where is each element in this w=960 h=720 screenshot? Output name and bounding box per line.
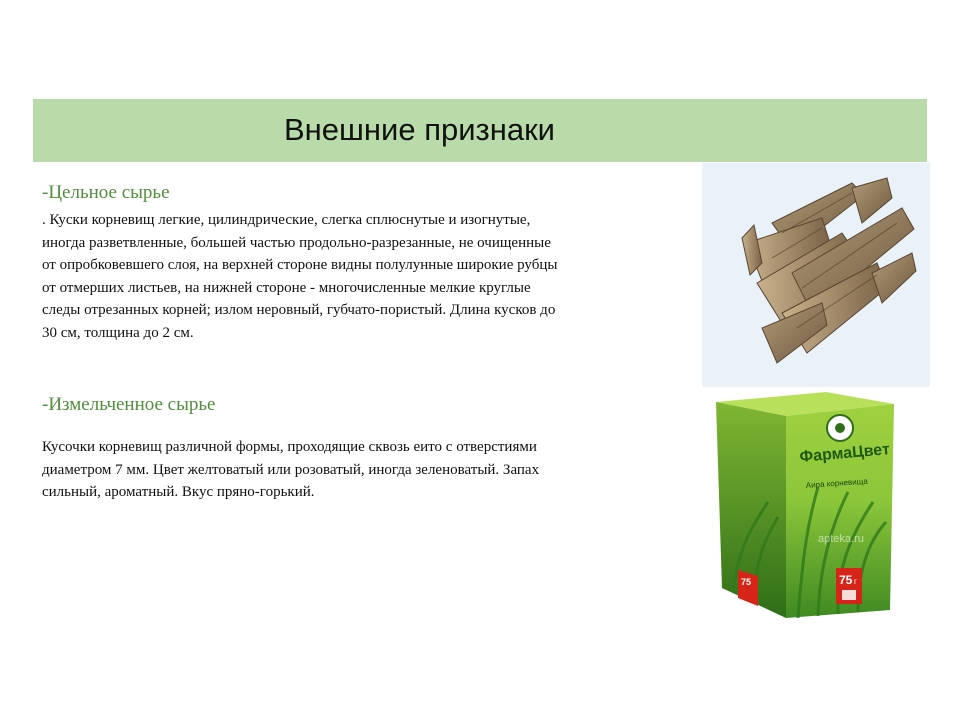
watermark-label: apteka.ru: [818, 533, 864, 545]
weight-unit-label: г: [854, 577, 857, 586]
weight-label: 75: [839, 573, 853, 587]
product-box-photo: [708, 392, 900, 622]
text-line: . Куски корневищ легкие, цилиндрические, слегка сплюснутые и изогнутые,: [42, 212, 531, 228]
side-weight-label: 75: [741, 577, 752, 587]
brand-label: ФармаЦвет: [798, 441, 891, 466]
product-label: Аира корневища: [805, 476, 869, 490]
section-text-crushed: [42, 436, 539, 504]
section-text-whole: [42, 209, 557, 344]
dried-rhizomes-photo: [702, 163, 930, 387]
section-heading-crushed: -Измельченное сырье: [42, 394, 216, 415]
text-line: иногда разветвленные, большей частью продольно-разрезанные, не очищенные: [42, 234, 551, 251]
text-line: сильный, ароматный. Вкус пряно-горький.: [42, 484, 315, 500]
text-line: 30 см, толщина до 2 см.: [42, 324, 194, 341]
slide-title: Внешние признаки: [284, 112, 555, 147]
text-line: от отмерших листьев, на нижней стороне - многочисленные мелкие круглые: [42, 279, 531, 296]
text-line: Кусочки корневищ различной формы, проходящие сквозь еито с отверстиями: [42, 439, 537, 455]
text-line: следы отрезанных корней; излом неровный, губчато-пористый. Длина кусков до: [42, 302, 556, 318]
text-line: диаметром 7 мм. Цвет желтоватый или розоватый, иногда зеленоватый. Запах: [42, 461, 540, 478]
section-heading-whole: -Цельное сырье: [42, 182, 170, 203]
text-line: от опробковевшего слоя, на верхней стороне видны полулунные широкие рубцы: [42, 257, 558, 273]
